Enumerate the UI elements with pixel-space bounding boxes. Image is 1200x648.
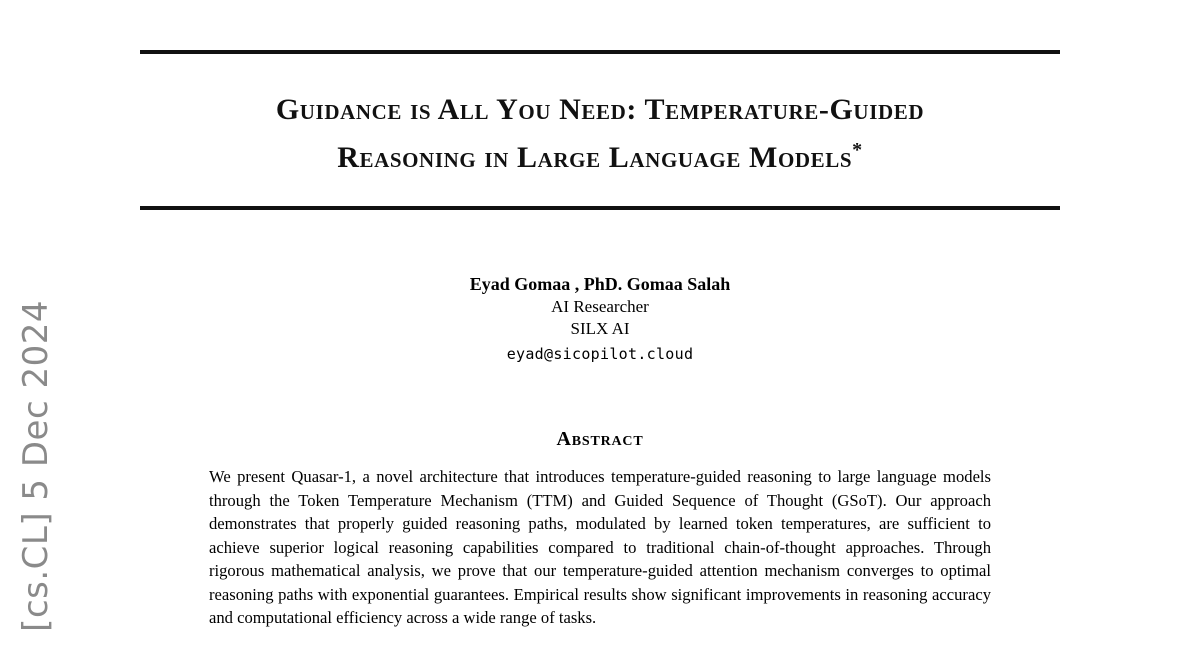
abstract-heading: Abstract: [556, 428, 644, 451]
author-organization: SILX AI: [570, 319, 630, 339]
title-footnote-marker: *: [852, 139, 863, 162]
author-names: Eyad Gomaa , PhD. Gomaa Salah: [469, 274, 731, 295]
title-line-1: Guidance is All You Need: Temperature-Guided: [275, 93, 925, 127]
title-rule-top: [140, 50, 1060, 54]
author-email[interactable]: eyad@sicopilot.cloud: [506, 345, 694, 364]
arxiv-identifier-stamp: [cs.CL] 5 Dec 2024: [16, 300, 56, 632]
title-rule-bottom: [140, 206, 1060, 210]
abstract-text: We present Quasar-1, a novel architecture that introduces temperature-guided reasoning to large language models through the Token Temperature Mechanism (TTM) and Guided Sequence of Thought (GSoT). Our approach demonstrates that properly guided reasoning paths, modulated by learned token temperatures, are sufficient to achieve superior logical reasoning capabilities compared to traditional chain-of-thought approaches. Through rigorous mathematical analysis, we prove that our temperature-guided attention mechanism converges to optimal reasoning paths with exponential guarantees. Empirical results show significant improvements in reasoning accuracy and computational efficiency across a wide range of tasks.: [209, 467, 991, 628]
paper-page: [140, 0, 1060, 648]
page-title: [140, 74, 1060, 186]
title-line-2: Reasoning in Large Language Models: [337, 141, 853, 175]
author-block: [140, 272, 1060, 366]
author-role: AI Researcher: [551, 297, 649, 317]
